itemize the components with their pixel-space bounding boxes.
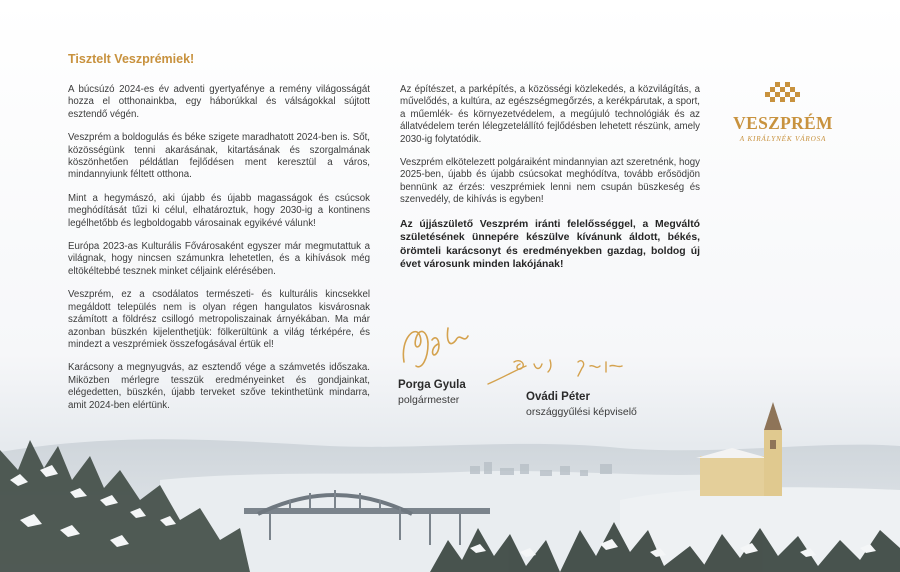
paragraph: Veszprém, ez a csodálatos természeti- és kulturális kincsekkel megáldott település nem is olyan régen hangulatos kisvárosnak számított a földrész csillogó metropoliszainak árnyékában. Ma már azonban büszkén kijelenthetjük: fölkerültünk a világ térképére, és mindezt a veszprémiek összefogásával értük el! — [68, 289, 370, 350]
paragraph: Mint a hegymászó, aki újabb és újabb magasságok és csúcsok meghódítását tűzi ki célul, elhatároztuk, hogy 2030-ig a kontinens legélhetőbb és legboldogabb városainak egyikévé válunk! — [68, 192, 370, 229]
paragraph: A búcsúzó 2024-es év adventi gyertyafénye a remény világosságát hozza el otthonainkba, egy háborúkkal és válságokkal sújtott esztendő végén. — [68, 84, 370, 120]
paragraph: Karácsony a megnyugvás, az esztendő vége a számvetés időszaka. Miközben mérlegre tesszük eredményeinket és gondjainkat, elégedetten, büszkén, újabb terveket szőve tekinthetünk mindarra, amit 2024-ben elértünk. — [68, 362, 370, 411]
closing-wish: Az újjászülető Veszprém iránti felelősséggel, a Megváltó születésének ünnepére készülve kívánunk áldott, békés, örömteli karácsonyt és eredményekben gazdag, boldog új évet városunk minden lakójának! — [400, 218, 700, 271]
paragraph: Veszprém a boldogulás és béke szigete maradhatott 2024-ben is. Sőt, közösségünk tenni akarásának, kitartásának és szorgalmának köszönhetően példátlan fejlődésen ment keresztül a város, mindannyiunk féltett otthona. — [68, 132, 370, 181]
signatory-porga — [398, 318, 474, 406]
letter-left-column — [68, 84, 370, 423]
crown-checker-icon — [761, 82, 805, 106]
handwritten-signature — [398, 318, 474, 374]
paragraph: Európa 2023-as Kulturális Fővárosaként egyszer már megmutattuk a világnak, hogy nincsen számunkra lehetetlen, és a kihívások még eltökéltebbé tesznek minket céljaink elérésében. — [68, 241, 370, 277]
logo-wordmark: VESZPRÉM — [733, 113, 833, 133]
signatory-name: Ovádi Péter — [526, 391, 590, 403]
veszprem-logo — [728, 82, 838, 143]
signatory-role: országgyűlési képviselő — [526, 406, 637, 418]
signatory-ovadi — [486, 356, 637, 418]
handwritten-signature — [486, 356, 636, 386]
letter-middle-column — [400, 84, 700, 283]
signatory-name: Porga Gyula — [398, 379, 466, 391]
signatory-role: polgármester — [398, 394, 460, 406]
paragraph: Veszprém elkötelezett polgáraiként mindannyian azt szeretnénk, hogy 2025-ben, újabb és újabb csúcsokat meghódítva, tovább erősödjön bennünk az érzés: veszprémiek lenni nem csupán büszkeség és szenvedély, de kihívás is egyben! — [400, 157, 700, 206]
paragraph: Az építészet, a parképítés, a közösségi közlekedés, a közvilágítás, a művelődés, a kultúra, az egészségmegőrzés, a kerékpárutak, a sport, a műemlék- és környezetvédelem, a megújuló technológiák és az állatvédelem terén lélegzetelállító fejlődésben lehetett részünk, amely 2030-ig folytatódik. — [400, 84, 700, 145]
logo-tagline: A KIRÁLYNÉK VÁROSA — [739, 135, 827, 143]
greeting-heading: Tisztelt Veszprémiek! — [68, 52, 195, 66]
